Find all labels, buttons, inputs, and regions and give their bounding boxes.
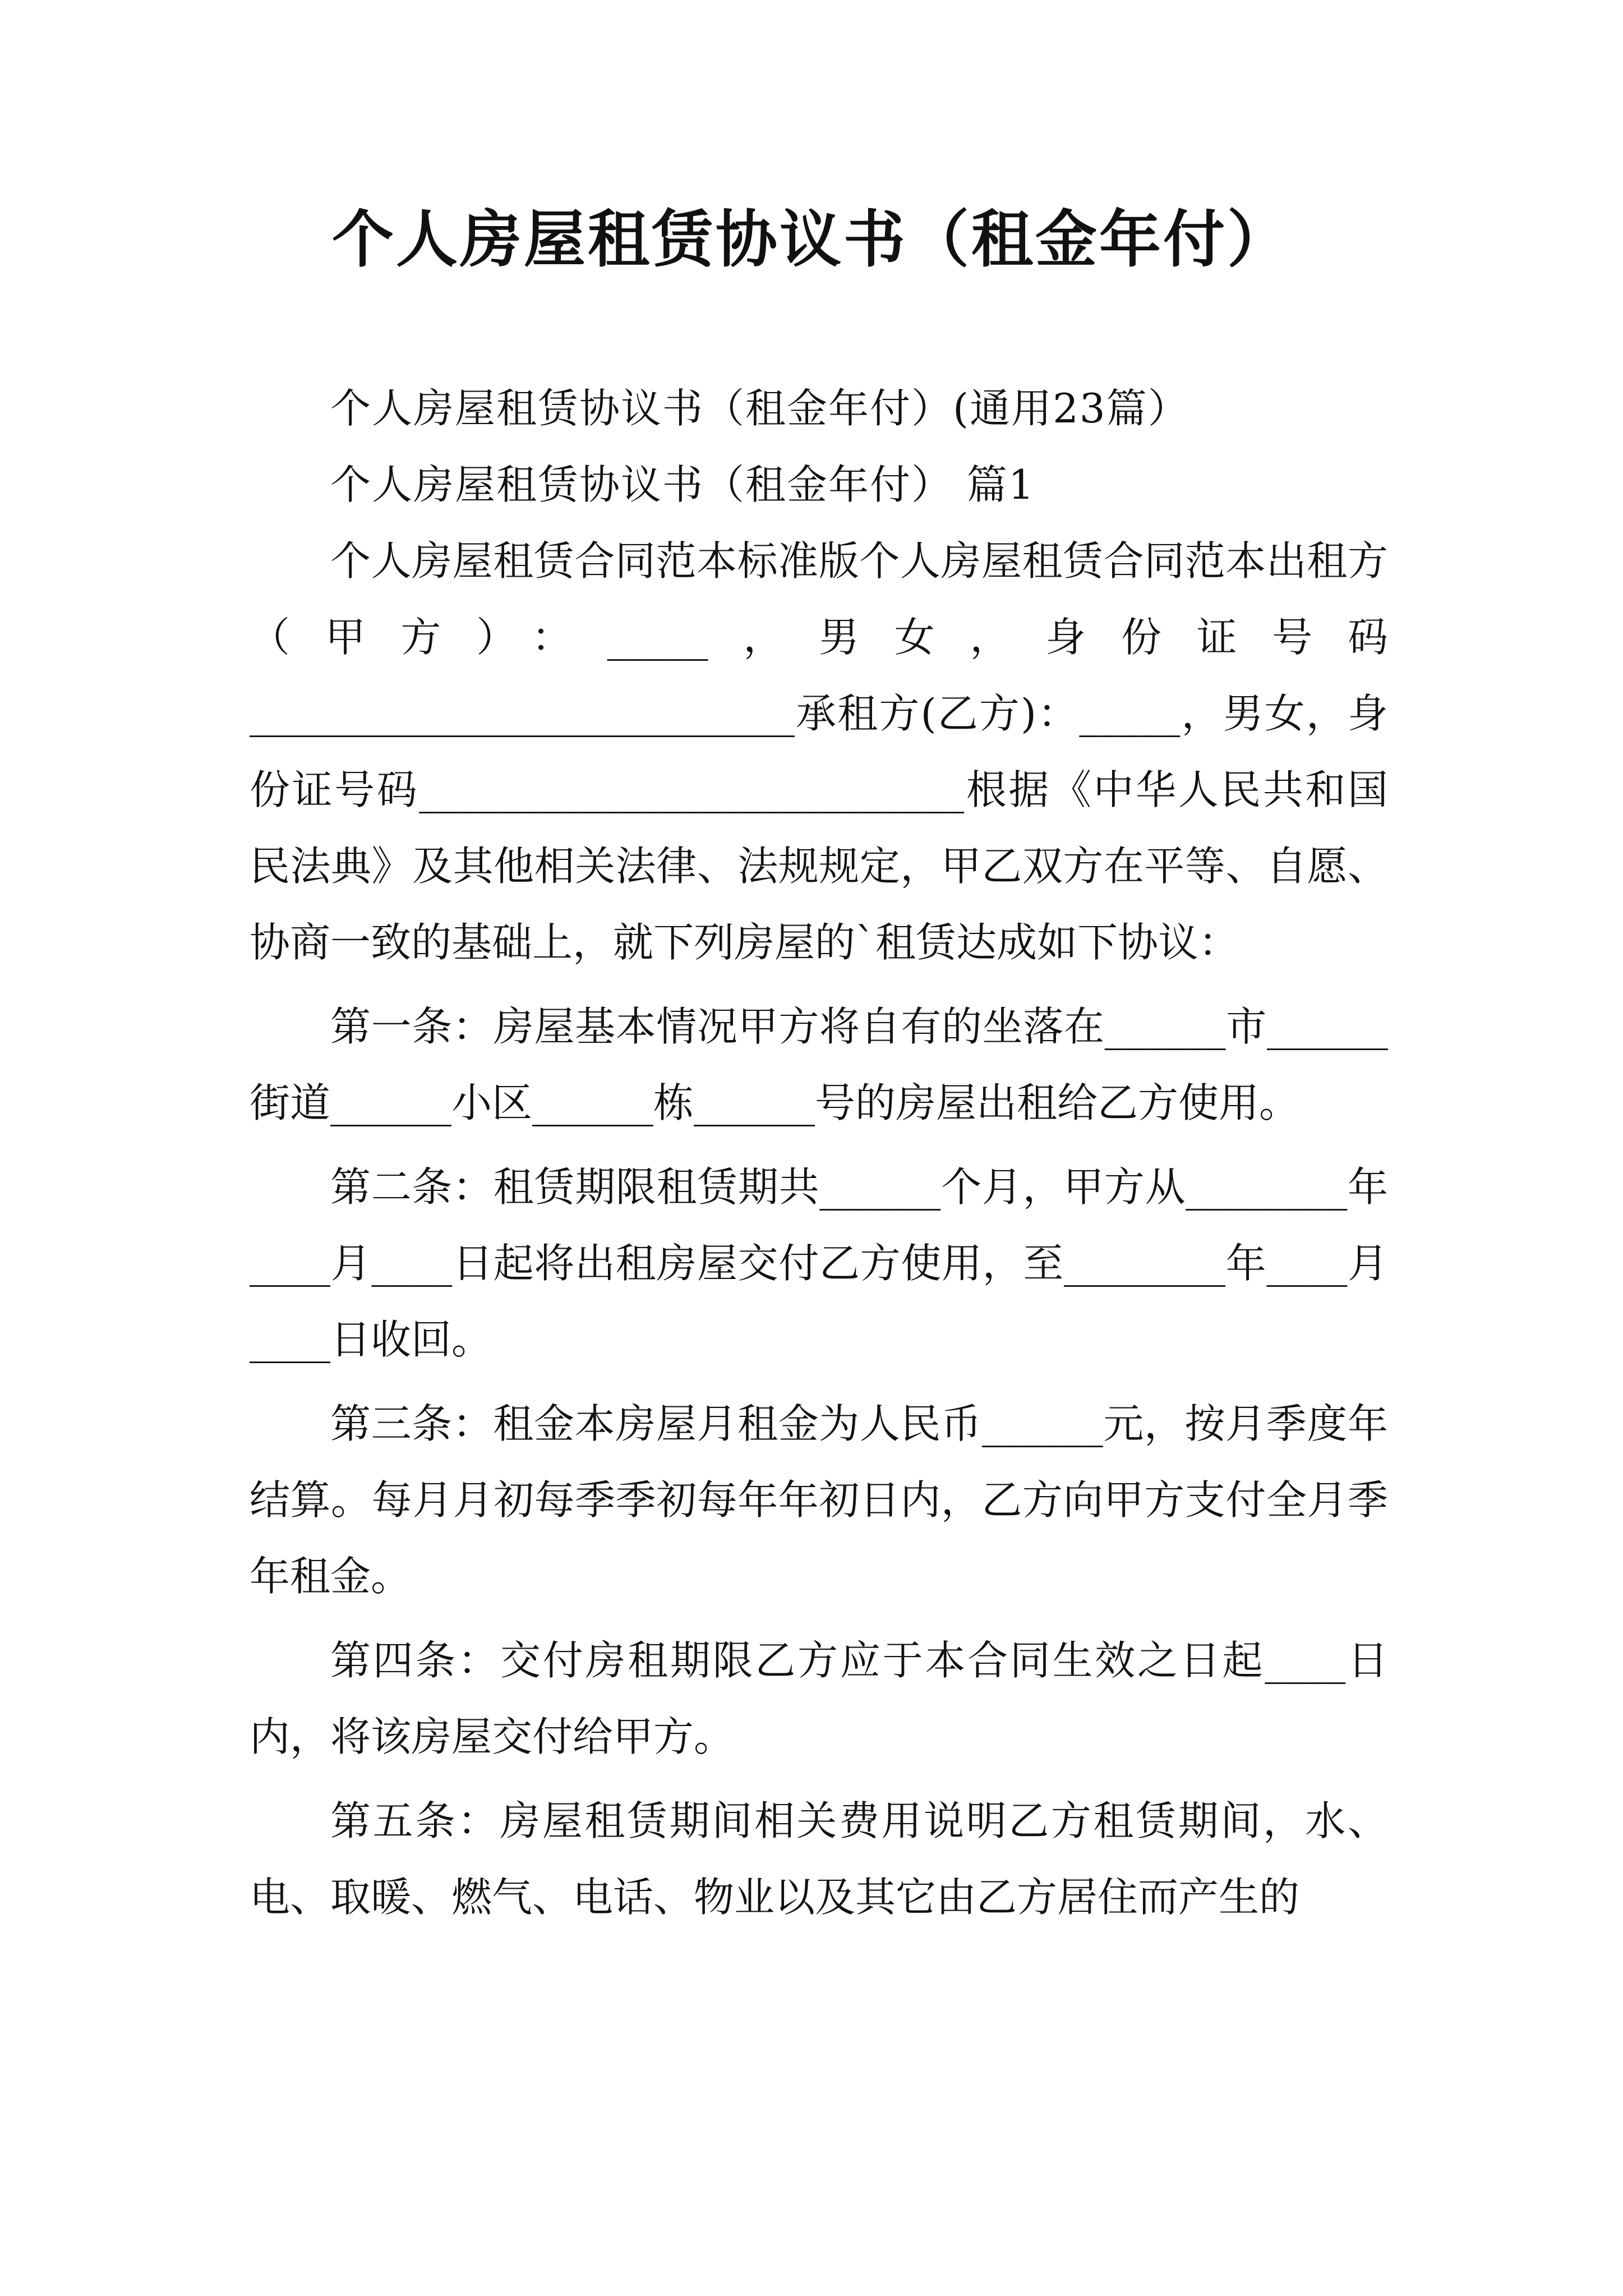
paragraph-article-2: 第二条：租赁期限租赁期共______个月，甲方从________年____月____日起将出租房屋交付乙方使用，至________年____月____日收回。 bbox=[250, 1163, 1388, 1363]
document-body bbox=[250, 370, 1388, 1935]
paragraph-article-4: 第四条：交付房租期限乙方应于本合同生效之日起____日内，将该房屋交付给甲方。 bbox=[250, 1637, 1388, 1760]
paragraph-article-1: 第一条：房屋基本情况甲方将自有的坐落在______市______街道______小区______栋______号的房屋出租给乙方使用。 bbox=[250, 1003, 1388, 1126]
document-subtitle: 个人房屋租赁协议书（租金年付）(通用23篇） bbox=[330, 385, 1189, 432]
paragraph-article-3: 第三条：租金本房屋月租金为人民币______元，按月季度年结算。每月月初每季季初每年年初日内，乙方向甲方支付全月季年租金。 bbox=[250, 1400, 1388, 1600]
paragraph-article-5: 第五条：房屋租赁期间相关费用说明乙方租赁期间，水、电、取暖、燃气、电话、物业以及其它由乙方居住而产生的 bbox=[250, 1797, 1388, 1921]
section-heading: 个人房屋租赁协议书（租金年付） 篇1 bbox=[330, 461, 1035, 508]
paragraph-intro: 个人房屋租赁合同范本标准版个人房屋租赁合同范本出租方（甲方）：_____，男女，身份证号码___________________________承租方(乙方)：_____，男女，身份证号码___________________________根据《中华人民共和国民法典》及其他相关法律、法规规定，甲乙双方在平等、自愿、协商一致的基础上，就下列房屋的`租赁达成如下协议： bbox=[250, 537, 1388, 966]
document-title: 个人房屋租赁协议书（租金年付） bbox=[332, 203, 1291, 275]
